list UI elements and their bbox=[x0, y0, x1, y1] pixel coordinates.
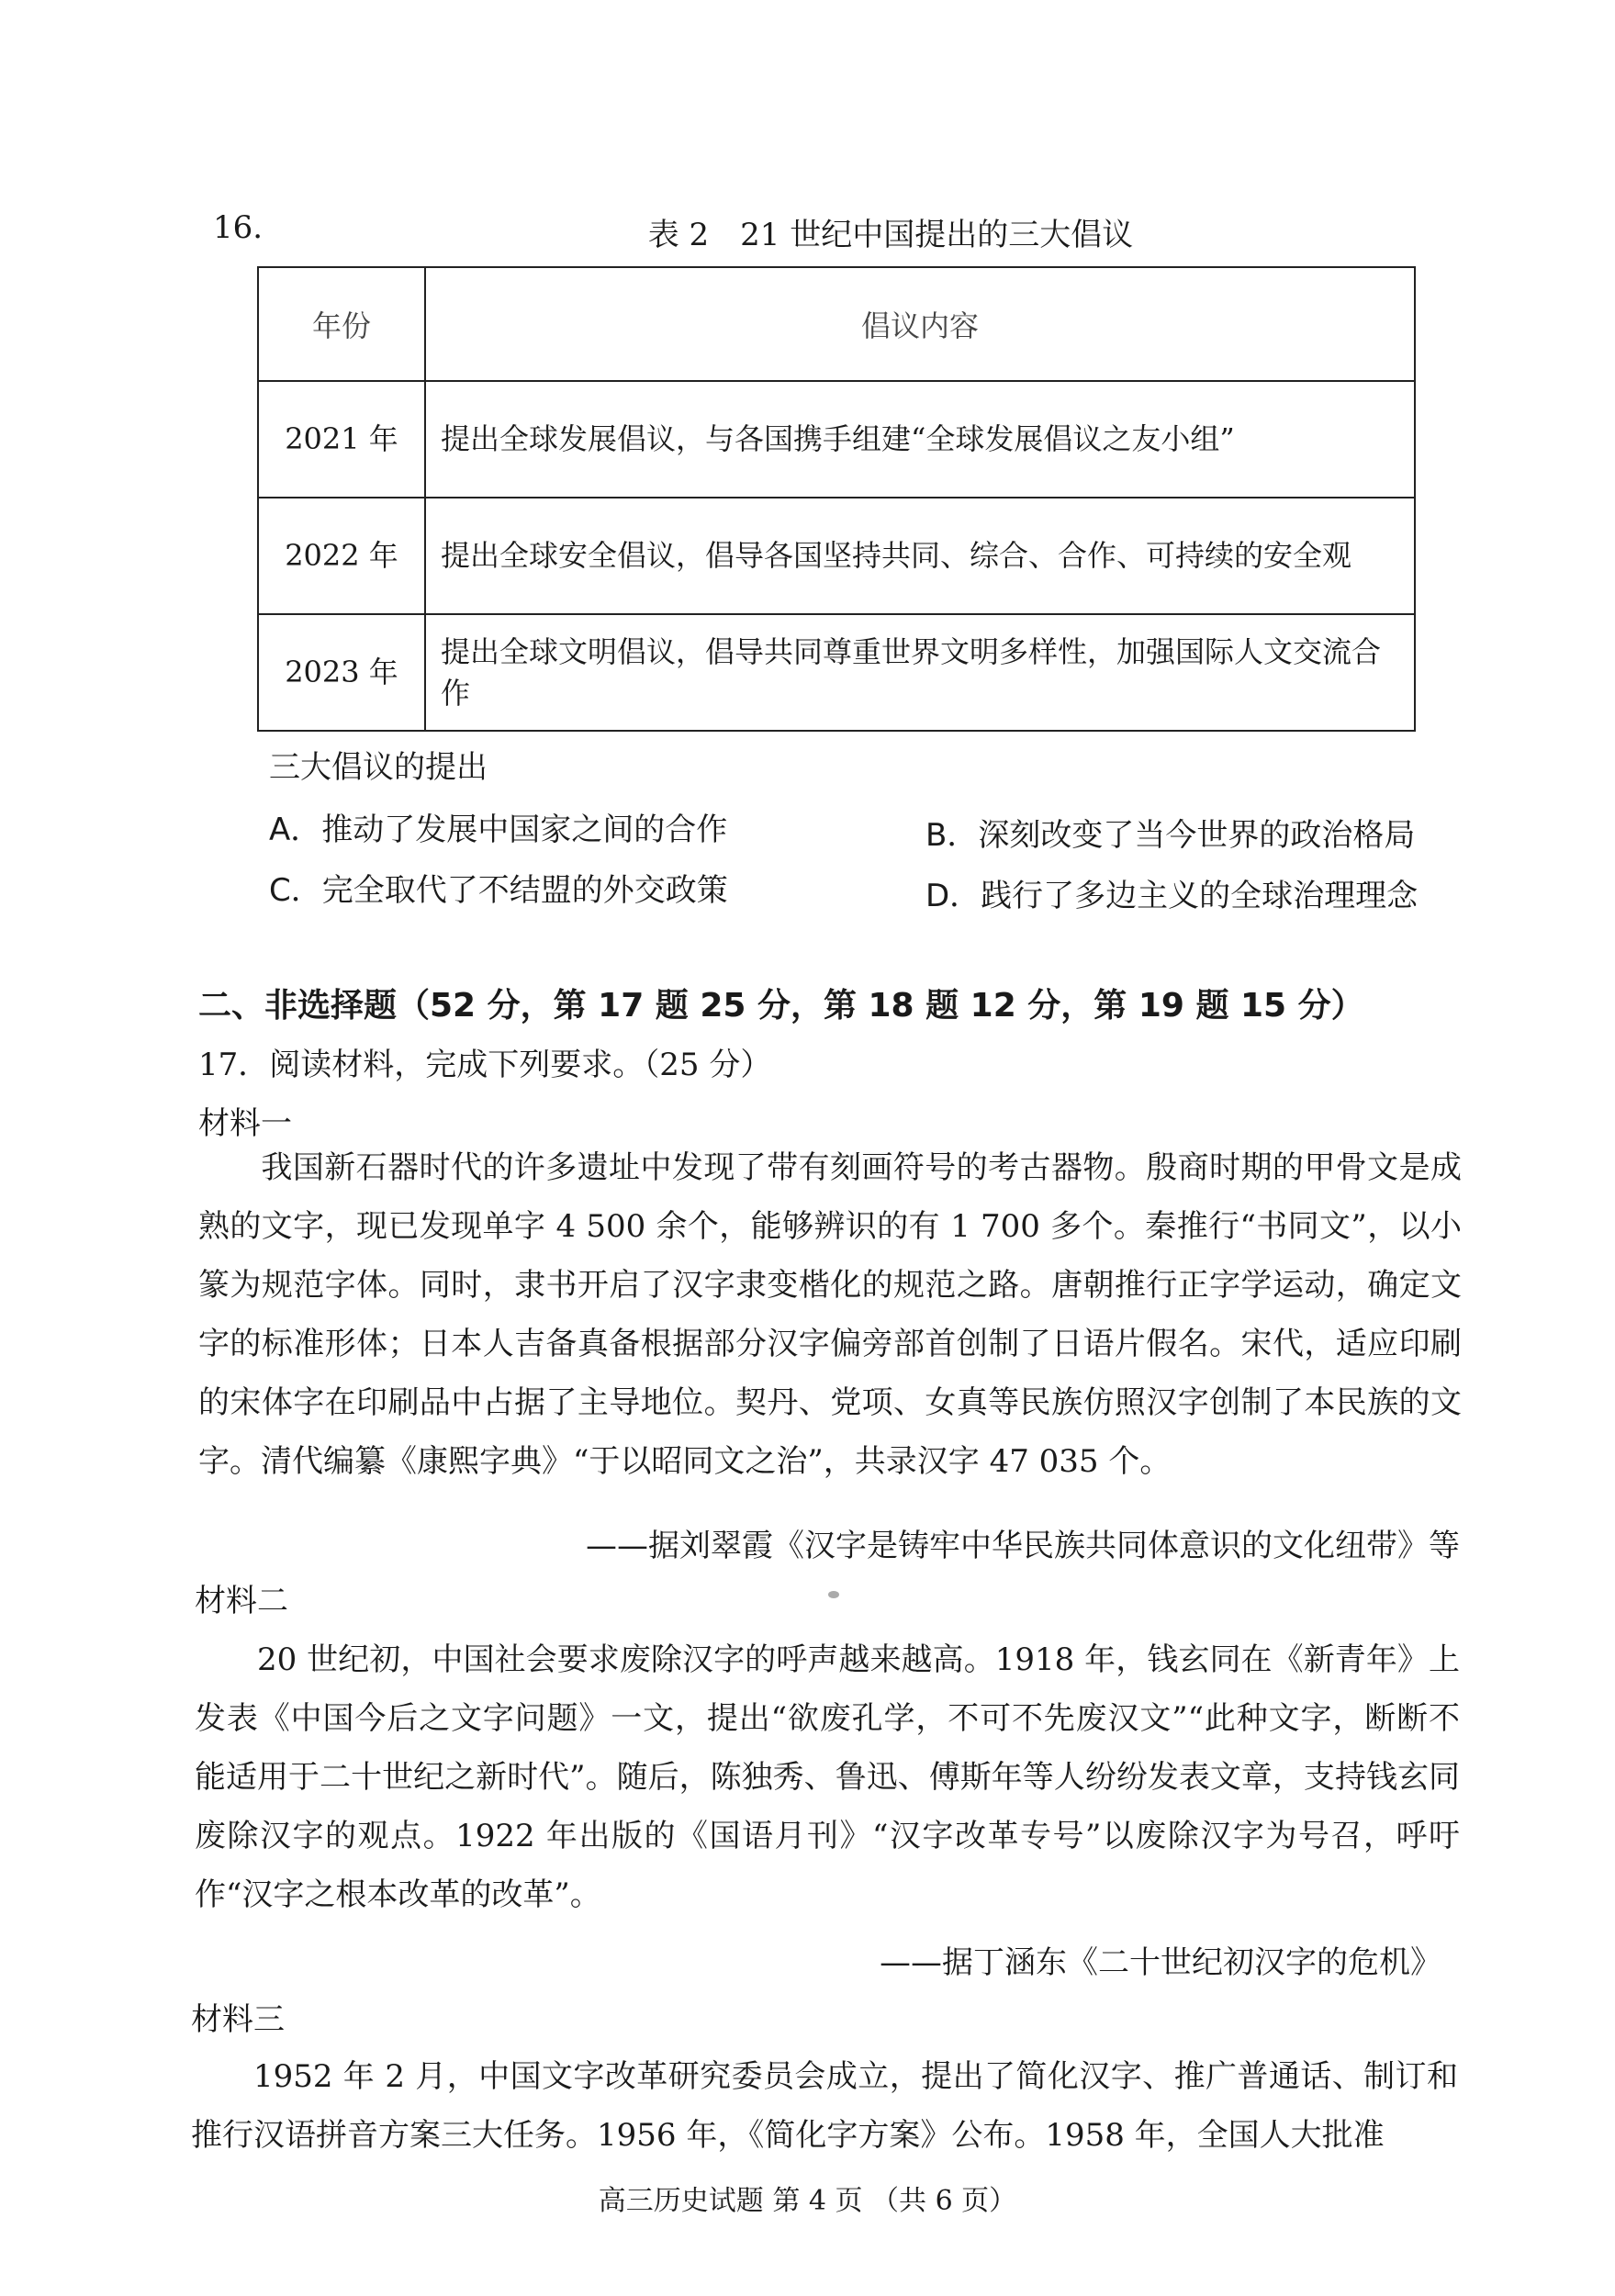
table-header-row bbox=[258, 267, 1415, 381]
material-source: ——据丁涵东《二十世纪初汉字的危机》 bbox=[880, 1944, 1441, 1981]
material-body: 1952 年 2 月，中国文字改革研究委员会成立，提出了简化汉字、推广普通话、制订和推行汉语拼音方案三大任务。1956 年，《简化字方案》公布。1958 年，全国人大批准 bbox=[191, 2058, 1458, 2154]
row-year: 2023 年 bbox=[258, 614, 425, 731]
material-text bbox=[198, 1138, 1462, 1491]
header-content: 倡议内容 bbox=[425, 267, 1415, 381]
scan-speck bbox=[828, 1591, 839, 1598]
material-label: 材料三 bbox=[191, 2001, 285, 2038]
header-year: 年份 bbox=[258, 267, 425, 381]
row-content: 提出全球发展倡议，与各国携手组建“全球发展倡议之友小组” bbox=[425, 381, 1415, 498]
table-row bbox=[258, 381, 1415, 498]
table-row bbox=[258, 614, 1415, 731]
material-label: 材料一 bbox=[198, 1105, 292, 1142]
table-title: 表 2 21 世纪中国提出的三大倡议 bbox=[647, 217, 1134, 253]
page-footer: 高三历史试题 第 4 页 （共 6 页） bbox=[598, 2185, 1017, 2217]
row-year: 2022 年 bbox=[258, 498, 425, 614]
material-label: 材料二 bbox=[195, 1583, 288, 1619]
option-c: C．完全取代了不结盟的外交政策 bbox=[269, 872, 728, 909]
option-b: B．深刻改变了当今世界的政治格局 bbox=[925, 817, 1416, 854]
material-body: 我国新石器时代的许多遗址中发现了带有刻画符号的考古器物。殷商时期的甲骨文是成熟的文字，现已发现单字 4 500 余个，能够辨识的有 1 700 多个。秦推行“书同文”，以小篆为规范字体。同时，隶书开启了汉字隶变楷化的规范之路。唐朝推行正字学运动，确定文字的标准形体；日本人吉备真备根据部分汉字偏旁部首创制了日语片假名。宋代，适应印刷的宋体字在印刷品中占据了主导地位。契丹、党项、女真等民族仿照汉字创制了本民族的文字。清代编纂《康熙字典》“于以昭同文之治”，共录汉字 47 035 个。 bbox=[198, 1149, 1462, 1480]
table-row bbox=[258, 498, 1415, 614]
option-d: D．践行了多边主义的全球治理理念 bbox=[925, 878, 1419, 914]
option-a: A．推动了发展中国家之间的合作 bbox=[269, 812, 728, 848]
question-number: 16. bbox=[213, 209, 264, 246]
row-content: 提出全球安全倡议，倡导各国坚持共同、综合、合作、可持续的安全观 bbox=[425, 498, 1415, 614]
row-content: 提出全球文明倡议，倡导共同尊重世界文明多样性，加强国际人文交流合作 bbox=[425, 614, 1415, 731]
initiatives-table bbox=[257, 266, 1416, 732]
row-year: 2021 年 bbox=[258, 381, 425, 498]
section-heading: 二、非选择题（52 分，第 17 题 25 分，第 18 题 12 分，第 19 题 15 分） bbox=[198, 987, 1364, 1025]
material-text bbox=[195, 1630, 1460, 1924]
material-source: ——据刘翠霞《汉字是铸牢中华民族共同体意识的文化纽带》等 bbox=[586, 1528, 1460, 1564]
question-stem: 三大倡议的提出 bbox=[269, 749, 488, 786]
material-text bbox=[191, 2047, 1458, 2165]
question-intro: 17．阅读材料，完成下列要求。（25 分） bbox=[198, 1047, 772, 1083]
material-body: 20 世纪初，中国社会要求废除汉字的呼声越来越高。1918 年，钱玄同在《新青年》上发表《中国今后之文字问题》一文，提出“欲废孔学，不可不先废汉文”“此种文字，断断不能适用于二十世纪之新时代”。随后，陈独秀、鲁迅、傅斯年等人纷纷发表文章，支持钱玄同废除汉字的观点。1922 年出版的《国语月刊》“汉字改革专号”以废除汉字为号召，呼吁作“汉字之根本改革的改革”。 bbox=[195, 1641, 1460, 1913]
